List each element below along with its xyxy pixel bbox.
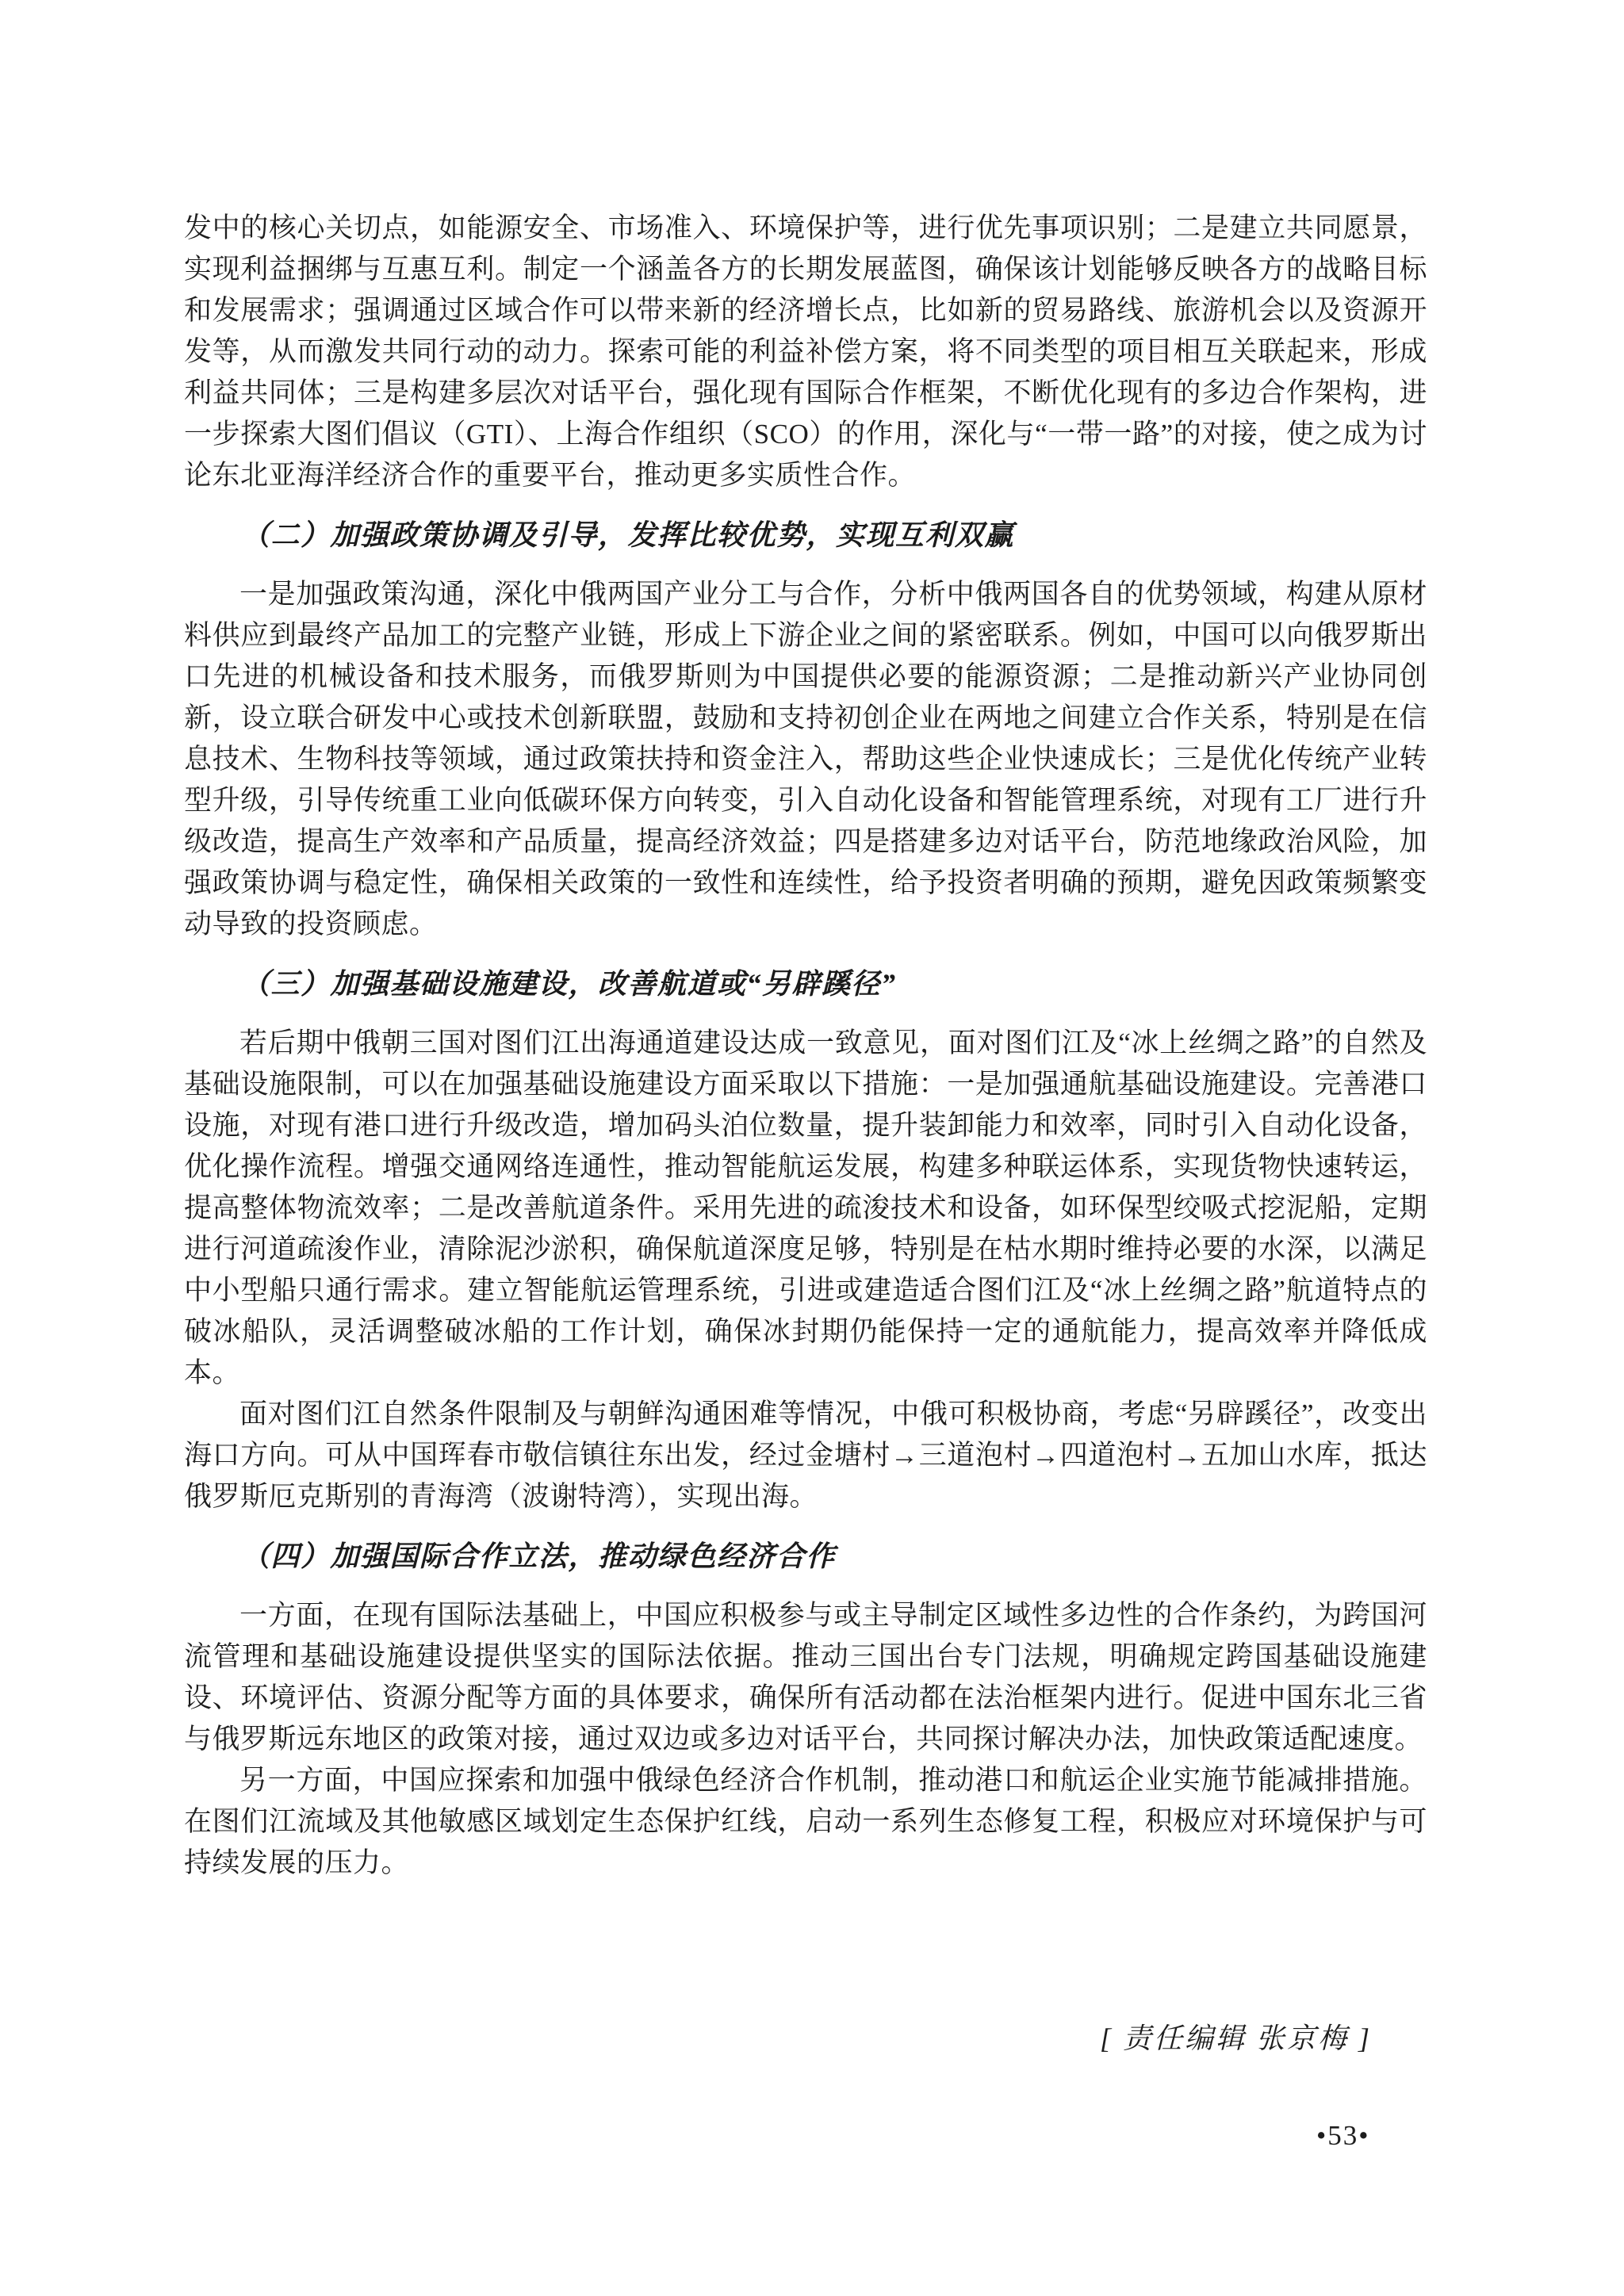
article-text — [184, 208, 1427, 1884]
body-paragraph: 一方面，在现有国际法基础上，中国应积极参与或主导制定区域性多边性的合作条约，为跨国河流管理和基础设施建设提供坚实的国际法依据。推动三国出台专门法规，明确规定跨国基础设施建设、环境评估、资源分配等方面的具体要求，确保所有活动都在法治框架内进行。促进中国东北三省与俄罗斯远东地区的政策对接，通过双边或多边对话平台，共同探讨解决办法，加快政策适配速度。 — [184, 1600, 1427, 1755]
body-paragraph: 发中的核心关切点，如能源安全、市场准入、环境保护等，进行优先事项识别；二是建立共同愿景，实现利益捆绑与互惠互利。制定一个涵盖各方的长期发展蓝图，确保该计划能够反映各方的战略目标和发展需求；强调通过区域合作可以带来新的经济增长点，比如新的贸易路线、旅游机会以及资源开发等，从而激发共同行动的动力。探索可能的利益补偿方案，将不同类型的项目相互关联起来，形成利益共同体；三是构建多层次对话平台，强化现有国际合作框架，不断优化现有的多边合作架构，进一步探索大图们倡议（GTI）、上海合作组织（SCO）的作用，深化与“一带一路”的对接，使之成为讨论东北亚海洋经济合作的重要平台，推动更多实质性合作。 — [184, 212, 1427, 491]
section-heading: （三）加强基础设施建设，改善航道或“另辟蹊径” — [241, 968, 897, 1000]
section-heading: （二）加强政策协调及引导，发挥比较优势，实现互利双赢 — [241, 519, 1015, 551]
body-paragraph: 另一方面，中国应探索和加强中俄绿色经济合作机制，推动港口和航运企业实施节能减排措施。在图们江流域及其他敏感区域划定生态保护红线，启动一系列生态修复工程，积极应对环境保护与可持续发展的压力。 — [184, 1765, 1427, 1878]
section-heading: （四）加强国际合作立法，推动绿色经济合作 — [241, 1540, 837, 1572]
editor-note: [ 责任编辑 张京梅 ] — [1099, 2022, 1372, 2054]
body-paragraph: 若后期中俄朝三国对图们江出海通道建设达成一致意见，面对图们江及“冰上丝绸之路”的自然及基础设施限制，可以在加强基础设施建设方面采取以下措施：一是加强通航基础设施建设。完善港口设施，对现有港口进行升级改造，增加码头泊位数量，提升装卸能力和效率，同时引入自动化设备，优化操作流程。增强交通网络连通性，推动智能航运发展，构建多种联运体系，实现货物快速转运，提高整体物流效率；二是改善航道条件。采用先进的疏浚技术和设备，如环保型绞吸式挖泥船，定期进行河道疏浚作业，清除泥沙淤积，确保航道深度足够，特别是在枯水期时维持必要的水深，以满足中小型船只通行需求。建立智能航运管理系统，引进或建造适合图们江及“冰上丝绸之路”航道特点的破冰船队，灵活调整破冰船的工作计划，确保冰封期仍能保持一定的通航能力，提高效率并降低成本。 — [184, 1027, 1427, 1388]
body-paragraph: 一是加强政策沟通，深化中俄两国产业分工与合作，分析中俄两国各自的优势领域，构建从原材料供应到最终产品加工的完整产业链，形成上下游企业之间的紧密联系。例如，中国可以向俄罗斯出口先进的机械设备和技术服务，而俄罗斯则为中国提供必要的能源资源；二是推动新兴产业协同创新，设立联合研发中心或技术创新联盟，鼓励和支持初创企业在两地之间建立合作关系，特别是在信息技术、生物科技等领域，通过政策扶持和资金注入，帮助这些企业快速成长；三是优化传统产业转型升级，引导传统重工业向低碳环保方向转变，引入自动化设备和智能管理系统，对现有工厂进行升级改造，提高生产效率和产品质量，提高经济效益；四是搭建多边对话平台，防范地缘政治风险，加强政策协调与稳定性，确保相关政策的一致性和连续性，给予投资者明确的预期，避免因政策频繁变动导致的投资顾虑。 — [184, 579, 1427, 939]
body-paragraph: 面对图们江自然条件限制及与朝鲜沟通困难等情况，中俄可积极协商，考虑“另辟蹊径”，改变出海口方向。可从中国珲春市敬信镇往东出发，经过金塘村→三道泡村→四道泡村→五加山水库，抵达俄罗斯厄克斯别的青海湾（波谢特湾），实现出海。 — [184, 1399, 1427, 1512]
page-number: •53• — [1316, 2120, 1370, 2151]
